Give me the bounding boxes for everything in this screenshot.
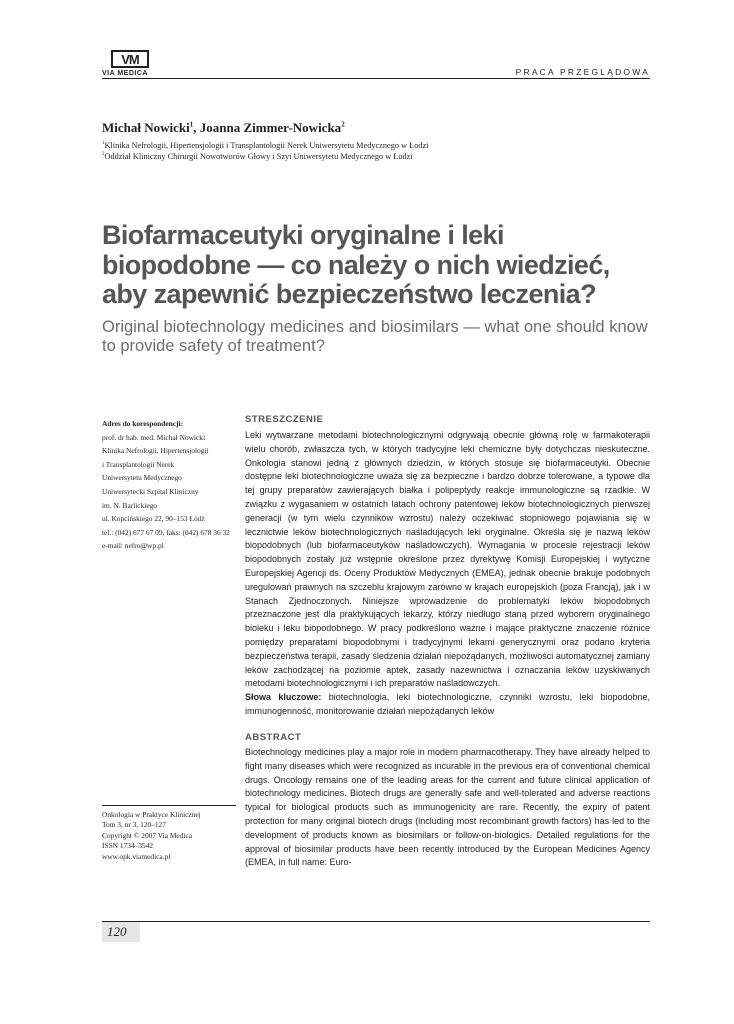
correspondence-line: tel.: (042) 677 67 09, faks: (042) 678 36 32 <box>102 527 230 537</box>
correspondence-line: prof. dr hab. med. Michał Nowicki <box>102 432 206 442</box>
article-title-english <box>102 318 662 356</box>
logo-name: VIA MEDICA <box>102 70 148 77</box>
correspondence-email: e-mail: nefro@wp.pl <box>102 541 164 551</box>
title-en-line: Original biotechnology medicines and biosimilars — what one should know <box>102 318 648 336</box>
affiliation-text: Oddział Kliniczny Chirurgii Nowotworów Głowy i Szyi Uniwersytetu Medycznego w Łodzi <box>104 152 413 161</box>
correspondence-line: Uniwersytetu Medycznego <box>102 473 182 483</box>
correspondence-line: Uniwersytecki Szpital Kliniczny <box>102 486 199 496</box>
journal-info-line: Copyright © 2007 Via Medica <box>102 830 193 840</box>
author-line <box>102 120 345 136</box>
abstract-body: Biotechnology medicines play a major role in modern pharmacotherapy. They have already helped to fight many diseases which were recognized as incurable in the previous era of conventional chemical drugs. Oncology remains one of the leading areas for the current and future clinical application of biotechnology medicines. Biotech drugs are generally safe and well-tolerated and adverse reactions typical for biological products such as immunogenicity are rare. Recently, the expiry of patent protection for many original biotech drugs (including most recombinant growth factors) has led to the development of products known as biosimilars or follow-on-biologics. Detailed regulations for the approval of biosimilar products have been recently introduced by the European Medicines Agency (EMEA, in full name: Euro- <box>245 747 650 868</box>
article-title <box>102 221 662 310</box>
author-affil-marker: 1 <box>189 120 194 129</box>
affiliation <box>102 141 428 150</box>
correspondence-line: Klinika Nefrologii, Hipertensjologii <box>102 446 209 456</box>
keywords <box>245 691 650 719</box>
correspondence-line: ul. Kopcińskiego 22, 90–153 Łódź <box>102 514 205 524</box>
affiliation <box>102 152 413 161</box>
abstract-heading: ABSTRACT <box>245 732 302 743</box>
affiliation-marker: 2 <box>102 152 105 158</box>
keywords-text: biotechnologia, leki biotechnologiczne, czynniki wzrostu, leki biopodobne, immunogenność, monitorowanie działań niepożądanych leków <box>245 692 650 716</box>
journal-info <box>102 810 242 862</box>
journal-info-line: ISSN 1734–3542 <box>102 841 154 851</box>
title-line: biopodobne — co należy o nich wiedzieć, <box>102 249 610 280</box>
header-divider <box>102 78 650 79</box>
title-en-line: to provide safety of treatment? <box>102 337 325 355</box>
publisher-logo <box>102 50 154 77</box>
correspondence-line: i Transplantologii Nerek <box>102 459 175 469</box>
author-name: Joanna Zimmer-Nowicka <box>199 120 342 135</box>
affiliation-text: Klinika Nefrologii, Hipertensjologii i Transplantologii Nerek Uniwersytetu Medycznego w Łodzi <box>104 141 429 150</box>
author-name: Michał Nowicki <box>102 120 190 135</box>
title-line: aby zapewnić bezpieczeństwo leczenia? <box>102 279 596 309</box>
logo-mark: VM <box>111 50 149 68</box>
keywords-label: Słowa kluczowe: <box>245 692 322 703</box>
streszczenie-heading: STRESZCZENIE <box>245 414 324 425</box>
page-number: 120 <box>102 922 140 942</box>
section-label: PRACA PRZEGLĄDOWA <box>515 67 650 77</box>
author-separator: , <box>193 120 200 135</box>
journal-url: www.opk.viamedica.pl <box>102 851 171 861</box>
streszczenie-body <box>245 429 650 719</box>
correspondence-address <box>102 417 242 553</box>
title-line: Biofarmaceutyki oryginalne i leki <box>102 220 504 250</box>
affiliation-marker: 1 <box>102 141 105 147</box>
correspondence-heading: Adres do korespondencji: <box>102 419 184 428</box>
streszczenie-text: Leki wytwarzane metodami biotechnologicznymi odgrywają obecnie główną rolę w farmakoterapii wielu chorób, zwłaszcza tych, w których tradycyjne leki chemiczne były dotychczas nieskuteczne. Onkologia stanowi jedną z głównych dziedzin, w których stosuje się biofarmaceutyki. Obecnie dostępne leki biotechnologiczne uważa się za bezpieczne i bardzo dobrze tolerowane, a typowe dla tej grupy preparatów zawierających białka i polipeptydy reakcje immunologiczne są rzadkie. W związku z wygasaniem w ostatnich latach ochrony patentowej leków biotechnologicznych pierwszej generacji (w tym wielu czynników wzrostu) należy oczekiwać stopniowego pojawiania się w lecznictwie leków biotechnologicznych naśladujących leki oryginalne. Określa się je nazwą leków biopodobnych (lub biofarmaceutyków naśladowczych). Wymagania w procesie rejestracji leków biopodobnych zostały już wstępnie określone przez dyrektywę Komisji Europejskiej i wytyczne Europejskiej Agencji ds. Oceny Produktów Medycznych (EMEA), jednak obecnie brakuje podobnych uregulowań prawnych na szczeblu krajowym zarówno w krajach europejskich (poza Francją), jak i w Stanach Zjednoczonych. Niniejsze wprowadzenie do problematyki leków biopodobnych przeznaczone jest dla praktykujących lekarzy, którzy niedługo staną przed wyborem oryginalnego bioleku i leku biopodobnego. W pracy podkreślono ważne i mające praktyczne znaczenie różnice pomiędzy preparatami biopodobnymi i tradycyjnymi lekami generycznymi oraz podano kryteria bezpieczeństwa terapii, zasady śledzenia działań niepożądanych, możliwości automatycznej zamiany leków zachodzącej na poziomie aptek, zasady nazewnictwa i oznaczania leków uzyskiwanych metodami biotechnologicznymi i ich preparatów naśladowczych. <box>245 430 650 689</box>
footer-divider <box>102 921 650 922</box>
journal-info-divider <box>102 805 236 806</box>
journal-info-line: Tom 3, nr 3, 120–127 <box>102 820 166 830</box>
correspondence-line: im. N. Barlickiego <box>102 500 158 510</box>
journal-info-line: Onkologia w Praktyce Klinicznej <box>102 810 201 819</box>
author-affil-marker: 2 <box>341 120 345 129</box>
